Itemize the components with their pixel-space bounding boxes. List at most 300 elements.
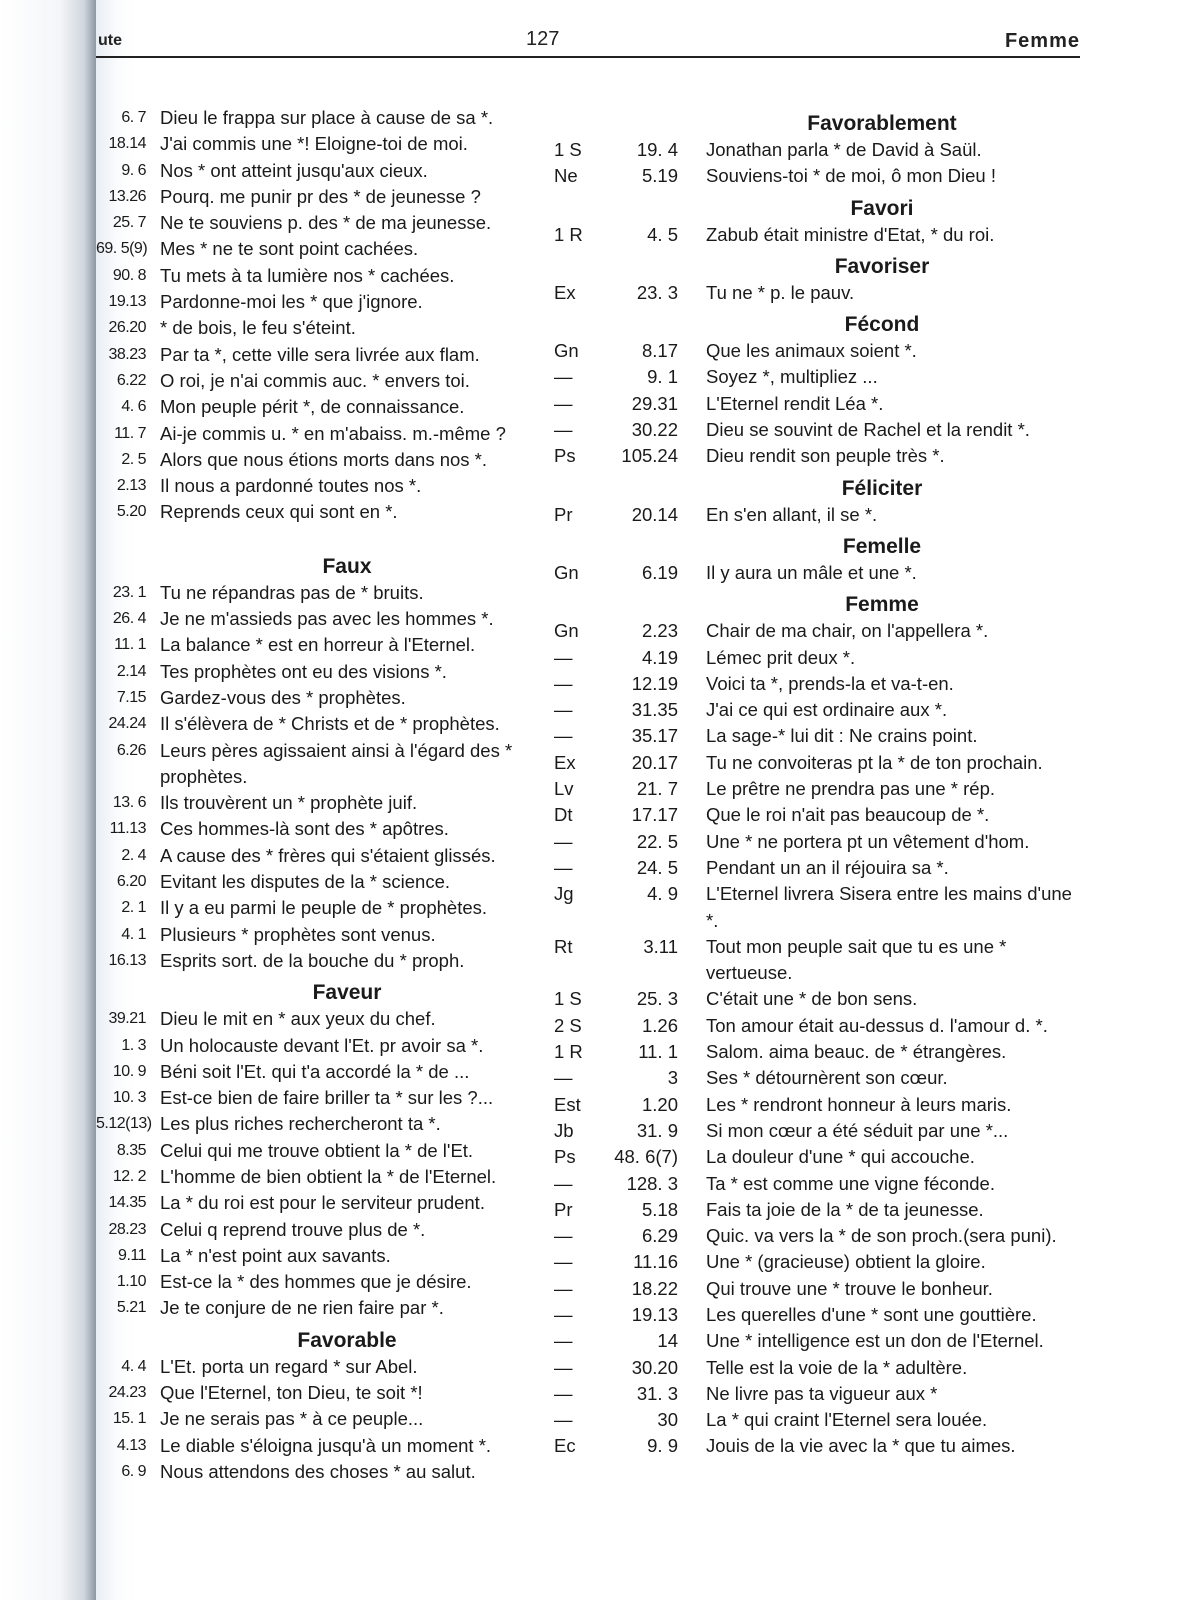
verse-reference: 4. 4 <box>121 1357 146 1375</box>
verse-excerpt: Une * ne portera pt un vêtement d'hom. <box>706 830 1030 852</box>
verse-reference: 14 <box>657 1330 678 1352</box>
verse-reference: 16.13 <box>108 951 146 969</box>
book-abbreviation: Gn <box>554 561 579 583</box>
verse-reference: 5.12(13) <box>96 1115 152 1133</box>
verse-excerpt: Esprits sort. de la bouche du * proph. <box>160 949 465 971</box>
concordance-entry <box>554 1092 1080 1118</box>
verse-excerpt: Voici ta *, prends-la et va-t-en. <box>706 672 954 694</box>
book-abbreviation: Ex <box>554 281 576 303</box>
verse-excerpt: Les plus riches rechercheront ta *. <box>160 1113 441 1135</box>
verse-excerpt: Il y aura un mâle et une *. <box>706 561 917 583</box>
concordance-entry <box>96 499 536 525</box>
concordance-entry <box>554 1276 1080 1302</box>
verse-excerpt: Soyez *, multipliez ... <box>706 366 878 388</box>
concordance-entry <box>554 1381 1080 1407</box>
verse-excerpt: Leurs pères agissaient ainsi à l'égard des * prophètes. <box>160 739 513 787</box>
book-abbreviation: — <box>554 830 573 852</box>
concordance-entry <box>96 368 536 394</box>
verse-reference: 38.23 <box>108 345 146 363</box>
concordance-entry <box>96 1059 536 1085</box>
book-abbreviation: — <box>554 1225 573 1247</box>
section-heading: Favorable <box>297 1328 397 1352</box>
verse-reference: 20.17 <box>631 751 678 773</box>
concordance-entry <box>96 738 536 791</box>
verse-reference: 1. 3 <box>121 1036 146 1054</box>
verse-excerpt: Zabub était ministre d'Etat, * du roi. <box>706 223 995 245</box>
book-abbreviation: 2 S <box>554 1014 582 1036</box>
verse-reference: 23. 3 <box>636 281 678 303</box>
verse-excerpt: Une * (gracieuse) obtient la gloire. <box>706 1251 986 1273</box>
verse-reference: 24. 5 <box>636 856 678 878</box>
verse-reference: 2.23 <box>641 620 678 642</box>
verse-reference: 24.23 <box>108 1384 146 1402</box>
book-abbreviation: — <box>554 1277 573 1299</box>
book-abbreviation: 1 R <box>554 1041 583 1063</box>
verse-reference: 4.19 <box>641 646 678 668</box>
verse-reference: 10. 3 <box>112 1089 146 1107</box>
verse-excerpt: Je ne serais pas * à ce peuple... <box>160 1408 424 1430</box>
verse-reference: 30.20 <box>631 1356 678 1378</box>
verse-reference: 15. 1 <box>112 1410 146 1428</box>
verse-reference: 5.18 <box>641 1198 678 1220</box>
verse-excerpt: Que le roi n'ait pas beaucoup de *. <box>706 804 990 826</box>
book-abbreviation: Jb <box>554 1119 574 1141</box>
verse-reference: 3 <box>667 1067 678 1089</box>
verse-excerpt: Ai-je commis u. * en m'abaiss. m.-même ? <box>160 422 506 444</box>
verse-reference: 4.13 <box>116 1436 146 1454</box>
verse-excerpt: Reprends ceux qui sont en *. <box>160 501 398 523</box>
verse-excerpt: Est-ce bien de faire briller ta * sur les ?... <box>160 1087 494 1109</box>
concordance-entry <box>96 790 536 816</box>
verse-reference: 2. 1 <box>121 899 146 917</box>
verse-excerpt: Pendant un an il réjouira sa *. <box>706 856 949 878</box>
dictionary-page <box>96 0 1200 1600</box>
concordance-entry <box>96 1380 536 1406</box>
book-abbreviation: Ps <box>554 1146 576 1168</box>
concordance-entry <box>554 391 1080 417</box>
concordance-entry <box>554 697 1080 723</box>
book-abbreviation: — <box>554 1303 573 1325</box>
verse-reference: 25. 3 <box>636 988 678 1010</box>
concordance-entry <box>96 105 536 131</box>
verse-excerpt: Nos * ont atteint jusqu'aux cieux. <box>160 159 428 181</box>
concordance-entry <box>554 1249 1080 1275</box>
concordance-entry <box>554 137 1080 163</box>
verse-excerpt: Ils trouvèrent un * prophète juif. <box>160 792 418 814</box>
section-heading: Faveur <box>312 981 382 1005</box>
concordance-entry <box>554 417 1080 443</box>
book-abbreviation: Pr <box>554 1198 573 1220</box>
verse-reference: 18.14 <box>108 135 146 153</box>
book-abbreviation: Jg <box>554 883 574 905</box>
verse-reference: 12.19 <box>631 672 678 694</box>
book-abbreviation: — <box>554 392 573 414</box>
book-abbreviation: — <box>554 419 573 441</box>
concordance-entry <box>554 1144 1080 1170</box>
book-abbreviation: Gn <box>554 340 579 362</box>
section-heading: Femelle <box>842 534 922 558</box>
verse-excerpt: Nous attendons des choses * au salut. <box>160 1460 476 1482</box>
verse-excerpt: Dieu le mit en * aux yeux du chef. <box>160 1008 436 1030</box>
concordance-entry <box>554 338 1080 364</box>
verse-excerpt: Je ne m'assieds pas avec les hommes *. <box>160 608 494 630</box>
concordance-entry <box>96 473 536 499</box>
book-abbreviation: — <box>554 725 573 747</box>
verse-excerpt: En s'en allant, il se *. <box>706 503 878 525</box>
verse-reference: 18.22 <box>631 1277 678 1299</box>
verse-reference: 12. 2 <box>112 1167 146 1185</box>
running-title: Femme <box>1004 30 1080 52</box>
verse-excerpt: L'Eternel rendit Léa *. <box>706 392 884 414</box>
verse-reference: 13. 6 <box>112 794 146 812</box>
verse-excerpt: Ne te souviens p. des * de ma jeunesse. <box>160 212 492 234</box>
concordance-entry <box>96 922 536 948</box>
verse-excerpt: A cause des * frères qui s'étaient glissés. <box>160 844 496 866</box>
verse-excerpt: Il nous a pardonné toutes nos *. <box>160 475 422 497</box>
verse-reference: 25. 7 <box>112 214 146 232</box>
verse-excerpt: L'homme de bien obtient la * de l'Eternel. <box>160 1165 497 1187</box>
verse-excerpt: Tes prophètes ont eu des visions *. <box>160 660 447 682</box>
verse-reference: 128. 3 <box>626 1172 678 1194</box>
verse-excerpt: Le diable s'éloigna jusqu'à un moment *. <box>160 1434 492 1456</box>
concordance-entry <box>554 1171 1080 1197</box>
verse-reference: 8.35 <box>116 1141 146 1159</box>
concordance-entry <box>554 750 1080 776</box>
verse-reference: 4. 9 <box>647 883 678 905</box>
verse-excerpt: Tu ne * p. le pauv. <box>706 281 855 303</box>
concordance-entry <box>96 421 536 447</box>
verse-reference: 2.13 <box>116 477 146 495</box>
verse-reference: 28.23 <box>108 1220 146 1238</box>
verse-reference: 11.16 <box>633 1251 678 1273</box>
verse-reference: 26. 4 <box>112 610 146 628</box>
verse-reference: 11. 1 <box>114 636 146 654</box>
verse-excerpt: Evitant les disputes de la * science. <box>160 871 450 893</box>
verse-excerpt: O roi, je n'ai commis auc. * envers toi. <box>160 369 470 391</box>
concordance-entry <box>554 1039 1080 1065</box>
verse-reference: 4. 6 <box>121 398 146 416</box>
verse-excerpt: Dieu le frappa sur place à cause de sa *. <box>160 107 494 128</box>
verse-excerpt: L'Et. porta un regard * sur Abel. <box>160 1355 418 1377</box>
book-abbreviation: — <box>554 1409 573 1431</box>
verse-excerpt: La * n'est point aux savants. <box>160 1244 391 1266</box>
verse-reference: 6. 7 <box>121 109 146 126</box>
concordance-entry <box>96 1459 536 1485</box>
verse-reference: 29.31 <box>631 392 678 414</box>
verse-reference: 1.10 <box>116 1273 146 1291</box>
book-abbreviation: — <box>554 1172 573 1194</box>
verse-reference: 13.26 <box>108 187 146 205</box>
verse-excerpt: Il s'élèvera de * Christs et de * prophètes. <box>160 713 500 735</box>
concordance-entry <box>96 184 536 210</box>
page-header <box>96 26 1080 56</box>
left-column <box>96 105 536 1485</box>
verse-reference: 5.19 <box>641 165 678 187</box>
verse-reference: 35.17 <box>631 725 678 747</box>
verse-excerpt: Telle est la voie de la * adultère. <box>706 1356 968 1378</box>
verse-reference: 7.15 <box>116 688 146 706</box>
verse-reference: 6.20 <box>116 873 146 891</box>
book-abbreviation: — <box>554 699 573 721</box>
verse-excerpt: La douleur d'une * qui accouche. <box>706 1146 975 1168</box>
verse-excerpt: Tu mets à ta lumière nos * cachées. <box>160 264 455 286</box>
book-abbreviation: 1 R <box>554 223 583 245</box>
verse-reference: 48. 6(7) <box>614 1146 678 1168</box>
concordance-entry <box>554 1065 1080 1091</box>
verse-reference: 30 <box>657 1409 678 1431</box>
section-heading: Féliciter <box>841 476 923 500</box>
verse-reference: 8.17 <box>641 340 678 362</box>
verse-reference: 24.24 <box>108 715 146 733</box>
concordance-entry <box>554 829 1080 855</box>
verse-reference: 10. 9 <box>112 1062 146 1080</box>
verse-excerpt: Jouis de la vie avec la * que tu aimes. <box>706 1435 1016 1457</box>
book-abbreviation: — <box>554 1382 573 1404</box>
verse-excerpt: C'était une * de bon sens. <box>706 988 918 1010</box>
verse-excerpt: Pardonne-moi les * que j'ignore. <box>160 291 423 313</box>
book-abbreviation: Est <box>554 1093 581 1115</box>
book-abbreviation: Ps <box>554 445 576 467</box>
verse-reference: 31. 9 <box>636 1119 678 1141</box>
concordance-entry <box>96 1217 536 1243</box>
concordance-entry <box>96 315 536 341</box>
concordance-entry <box>554 1328 1080 1354</box>
verse-reference: 11. 1 <box>638 1041 678 1063</box>
verse-reference: 3.11 <box>643 935 678 957</box>
verse-excerpt: La balance * est en horreur à l'Eternel. <box>160 634 476 656</box>
concordance-entry <box>96 210 536 236</box>
book-abbreviation: Gn <box>554 620 579 642</box>
concordance-entry <box>554 280 1080 306</box>
verse-reference: 31.35 <box>631 699 678 721</box>
book-abbreviation: — <box>554 672 573 694</box>
concordance-entry <box>96 1138 536 1164</box>
verse-excerpt: * de bois, le feu s'éteint. <box>160 317 356 339</box>
concordance-entry <box>96 342 536 368</box>
verse-excerpt: Alors que nous étions morts dans nos *. <box>160 448 488 470</box>
verse-reference: 19.13 <box>108 293 146 311</box>
concordance-entry <box>96 1406 536 1432</box>
book-abbreviation: 1 S <box>554 988 582 1010</box>
verse-excerpt: Est-ce la * des hommes que je désire. <box>160 1271 472 1293</box>
verse-excerpt: Dieu rendit son peuple très *. <box>706 445 945 467</box>
concordance-entry <box>96 236 536 262</box>
verse-excerpt: Salom. aima beauc. de * étrangères. <box>706 1041 1007 1063</box>
section-heading: Fécond <box>844 313 920 337</box>
verse-excerpt: Tout mon peuple sait que tu es une * vertueuse. <box>706 935 1007 984</box>
concordance-entry <box>96 843 536 869</box>
concordance-entry <box>96 1111 536 1137</box>
book-abbreviation: — <box>554 1067 573 1089</box>
book-abbreviation: — <box>554 856 573 878</box>
verse-reference: 2. 5 <box>121 450 146 468</box>
verse-excerpt: Je te conjure de ne rien faire par *. <box>160 1297 444 1319</box>
verse-excerpt: Qui trouve une * trouve le bonheur. <box>706 1277 993 1299</box>
verse-reference: 4. 5 <box>647 223 678 245</box>
concordance-entry <box>554 881 1080 934</box>
book-abbreviation: Ex <box>554 751 576 773</box>
concordance-entry <box>554 776 1080 802</box>
verse-reference: 19.13 <box>631 1303 678 1325</box>
concordance-entry <box>96 158 536 184</box>
concordance-entry <box>96 1354 536 1380</box>
verse-excerpt: Les * rendront honneur à leurs maris. <box>706 1093 1012 1115</box>
verse-excerpt: Le prêtre ne prendra pas une * rép. <box>706 778 995 800</box>
verse-reference: 23. 1 <box>112 583 146 601</box>
verse-excerpt: Que les animaux soient *. <box>706 340 917 362</box>
verse-excerpt: Chair de ma chair, on l'appellera *. <box>706 620 989 642</box>
concordance-entry <box>96 1269 536 1295</box>
book-binding-edge <box>0 0 96 1600</box>
verse-excerpt: Ne livre pas ta vigueur aux * <box>706 1382 938 1404</box>
verse-excerpt: Ces hommes-là sont des * apôtres. <box>160 818 449 840</box>
page-number: 127 <box>526 28 560 50</box>
concordance-entry <box>96 948 536 974</box>
concordance-entry <box>554 1223 1080 1249</box>
verse-excerpt: Pourq. me punir pr des * de jeunesse ? <box>160 185 481 207</box>
concordance-entry <box>554 163 1080 189</box>
concordance-entry <box>554 934 1080 987</box>
verse-excerpt: Les querelles d'une * sont une gouttière. <box>706 1303 1037 1325</box>
section-heading: Favorablement <box>807 112 957 135</box>
verse-excerpt: Gardez-vous des * prophètes. <box>160 686 406 708</box>
book-abbreviation: — <box>554 646 573 668</box>
verse-excerpt: Mes * ne te sont point cachées. <box>160 238 419 260</box>
concordance-entry <box>96 711 536 737</box>
book-abbreviation: Dt <box>554 804 573 826</box>
verse-excerpt: Dieu se souvint de Rachel et la rendit *. <box>706 419 1030 441</box>
section-heading: Femme <box>845 593 919 617</box>
header-rule <box>96 56 1080 58</box>
concordance-entry <box>96 394 536 420</box>
verse-excerpt: La sage-* lui dit : Ne crains point. <box>706 725 978 747</box>
concordance-entry <box>554 1355 1080 1381</box>
verse-reference: 9. 1 <box>647 366 678 388</box>
concordance-entry <box>96 131 536 157</box>
concordance-entry <box>554 723 1080 749</box>
concordance-entry <box>554 1302 1080 1328</box>
verse-reference: 17.17 <box>631 804 678 826</box>
concordance-entry <box>96 632 536 658</box>
verse-reference: 5.20 <box>116 503 146 521</box>
verse-reference: 6.26 <box>116 741 146 759</box>
verse-reference: 9. 9 <box>647 1435 678 1457</box>
verse-excerpt: Il y a eu parmi le peuple de * prophètes. <box>160 897 488 919</box>
verse-reference: 105.24 <box>621 445 678 467</box>
concordance-entry <box>554 986 1080 1012</box>
verse-reference: 19. 4 <box>636 139 678 160</box>
concordance-entry <box>554 1013 1080 1039</box>
concordance-entry <box>554 1197 1080 1223</box>
concordance-entry <box>96 1243 536 1269</box>
verse-excerpt: Celui q reprend trouve plus de *. <box>160 1218 426 1240</box>
section-spacer <box>96 526 536 548</box>
concordance-entry <box>554 1433 1080 1459</box>
verse-reference: 9. 6 <box>121 161 146 179</box>
concordance-entry <box>96 580 536 606</box>
concordance-entry <box>96 816 536 842</box>
book-abbreviation: Ne <box>554 165 578 187</box>
verse-excerpt: Jonathan parla * de David à Saül. <box>706 139 982 160</box>
concordance-entry <box>96 659 536 685</box>
verse-excerpt: Par ta *, cette ville sera livrée aux flam. <box>160 343 480 365</box>
verse-excerpt: Celui qui me trouve obtient la * de l'Et. <box>160 1139 474 1161</box>
verse-excerpt: Ses * détournèrent son cœur. <box>706 1067 948 1089</box>
verse-reference: 1.26 <box>641 1014 678 1036</box>
verse-excerpt: Béni soit l'Et. qui t'a accordé la * de ... <box>160 1060 470 1082</box>
previous-page-fragment: ute <box>98 32 122 49</box>
concordance-entry <box>554 1118 1080 1144</box>
verse-reference: 39.21 <box>108 1010 146 1028</box>
verse-excerpt: Que l'Eternel, ton Dieu, te soit *! <box>160 1382 423 1404</box>
right-column <box>554 105 1080 1460</box>
book-abbreviation: Pr <box>554 503 573 525</box>
concordance-entry <box>554 618 1080 644</box>
verse-reference: 6.19 <box>641 561 678 583</box>
verse-excerpt: Un holocauste devant l'Et. pr avoir sa *. <box>160 1034 484 1056</box>
verse-excerpt: J'ai commis une *! Eloigne-toi de moi. <box>160 133 468 155</box>
concordance-entry <box>554 222 1080 248</box>
verse-reference: 2. 4 <box>121 846 146 864</box>
verse-excerpt: Souviens-toi * de moi, ô mon Dieu ! <box>706 165 996 187</box>
verse-reference: 90. 8 <box>112 266 146 284</box>
concordance-entry <box>96 1085 536 1111</box>
concordance-entry <box>554 1407 1080 1433</box>
concordance-entry <box>554 364 1080 390</box>
verse-reference: 2.14 <box>116 662 146 680</box>
verse-excerpt: Lémec prit deux *. <box>706 646 856 668</box>
verse-reference: 21. 7 <box>636 778 678 800</box>
concordance-entry <box>554 560 1080 586</box>
verse-excerpt: Plusieurs * prophètes sont venus. <box>160 923 436 945</box>
concordance-entry <box>96 1190 536 1216</box>
concordance-entry <box>96 289 536 315</box>
concordance-entry <box>554 443 1080 469</box>
verse-reference: 5.21 <box>116 1299 146 1317</box>
concordance-entry <box>96 1433 536 1459</box>
concordance-entry <box>96 606 536 632</box>
concordance-entry <box>96 1164 536 1190</box>
verse-excerpt: Mon peuple périt *, de connaissance. <box>160 396 465 418</box>
book-abbreviation: Ec <box>554 1435 576 1457</box>
book-abbreviation: — <box>554 1356 573 1378</box>
concordance-entry <box>96 447 536 473</box>
concordance-entry <box>96 1006 536 1032</box>
concordance-entry <box>554 802 1080 828</box>
section-heading: Faux <box>322 554 372 578</box>
section-heading: Favori <box>850 196 914 220</box>
concordance-entry <box>96 263 536 289</box>
verse-reference: 31. 3 <box>636 1382 678 1404</box>
book-abbreviation: — <box>554 1251 573 1273</box>
verse-reference: 20.14 <box>631 503 678 525</box>
concordance-entry <box>96 685 536 711</box>
verse-reference: 22. 5 <box>636 830 678 852</box>
verse-excerpt: Une * intelligence est un don de l'Eternel. <box>706 1330 1044 1352</box>
verse-excerpt: Quic. va vers la * de son proch.(sera puni). <box>706 1225 1057 1247</box>
verse-excerpt: Fais ta joie de la * de ta jeunesse. <box>706 1198 984 1220</box>
verse-excerpt: L'Eternel livrera Sisera entre les mains d'une *. <box>706 883 1072 931</box>
concordance-entry <box>96 1033 536 1059</box>
verse-excerpt: Ta * est comme une vigne féconde. <box>706 1172 995 1194</box>
verse-reference: 11. 7 <box>114 424 146 442</box>
concordance-entry <box>96 895 536 921</box>
concordance-entry <box>554 855 1080 881</box>
verse-excerpt: La * qui craint l'Eternel sera louée. <box>706 1409 988 1431</box>
book-abbreviation: Rt <box>554 935 573 957</box>
verse-excerpt: Ton amour était au-dessus d. l'amour d. *. <box>706 1014 1048 1036</box>
book-abbreviation: — <box>554 1330 573 1352</box>
